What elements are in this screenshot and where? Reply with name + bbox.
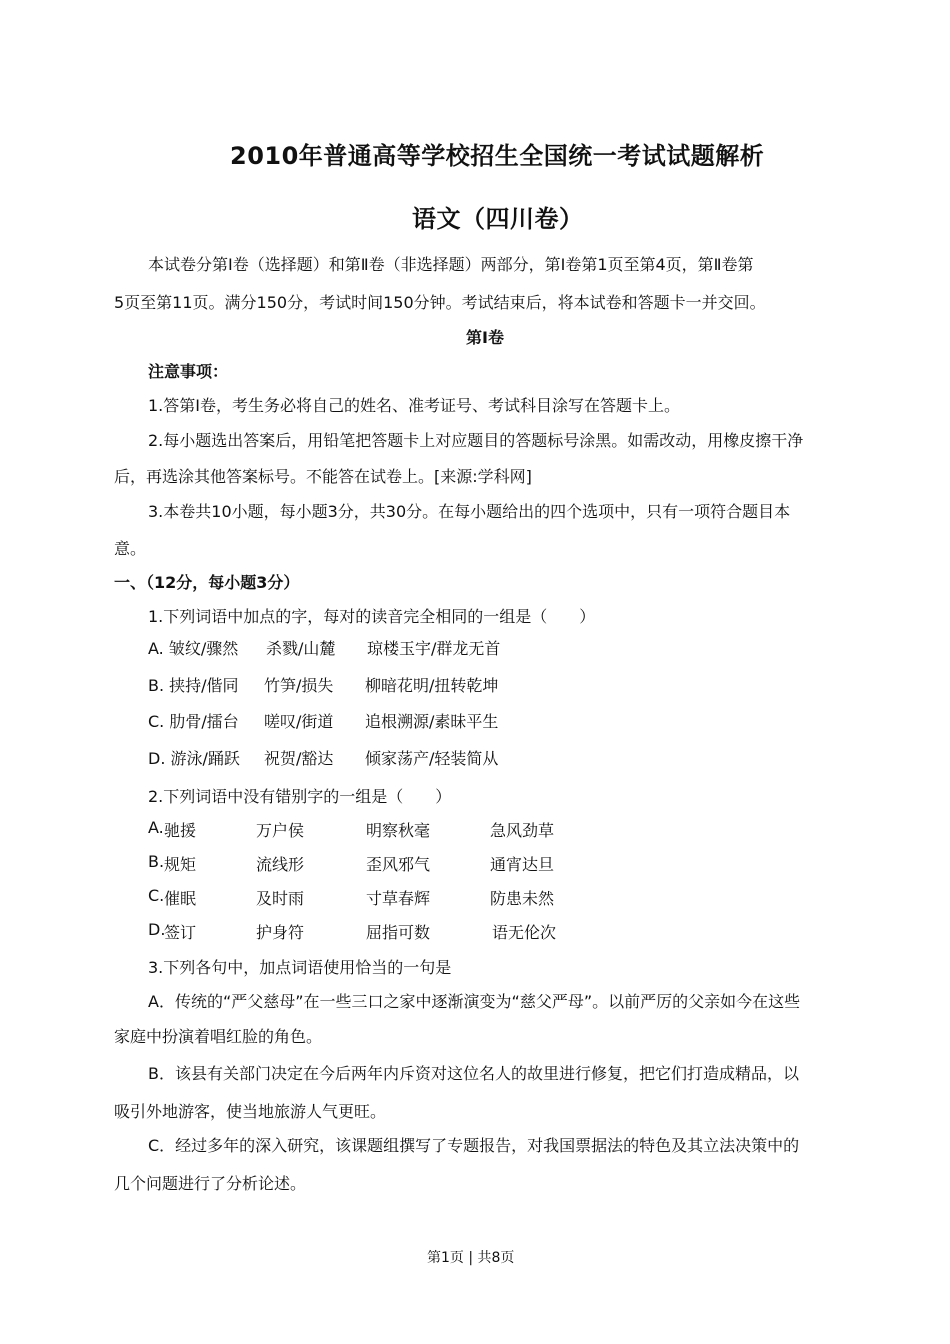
q1-option-d [148,746,240,769]
document-title: 2010年普通高等学校招生全国统一考试试题解析 [230,142,765,170]
intro-line-2: 5页至第11页。满分150分，考试时间150分钟。考试结束后，将本试卷和答题卡一并交回。 [114,293,766,312]
q3-option-a-line-1: A．传统的“严父慈母”在一些三口之家中逐渐演变为“慈父严母”。以前严厉的父亲如今在这些 [148,992,801,1011]
q1-option-c-word-3: 追根溯源/素昧平生 [365,712,499,731]
notice-2-line-2: 后，再选涂其他答案标号。不能答在试卷上。[来源:学科网] [114,467,532,486]
q1-option-b [148,673,239,696]
q1-option-c-word-2: 嗟叹/街道 [264,712,334,731]
intro-line-1: 本试卷分第Ⅰ卷（选择题）和第Ⅱ卷（非选择题）两部分，第Ⅰ卷第1页至第4页，第Ⅱ卷第 [148,255,754,274]
page-footer: 第1页 | 共8页 [427,1250,515,1266]
option-label: A. [148,639,164,658]
option-word: 挟持/偕同 [169,676,239,695]
q2-option-a-word-4: 急风劲草 [490,821,555,840]
q3-option-b-line-1: B．该县有关部门决定在今后两年内斥资对这位名人的故里进行修复，把它们打造成精品，以 [148,1064,799,1083]
q1-option-a-word-3: 琼楼玉宇/群龙无首 [367,639,501,658]
q2-option-a-word-3: 明察秋毫 [366,821,431,840]
q2-option-b-word-2: 流线形 [256,855,305,874]
q1-option-c [148,709,239,732]
q1-option-b-word-3: 柳暗花明/扭转乾坤 [365,676,499,695]
q2-option-a-label: A. [148,818,164,837]
notice-3-line-1: 3.本卷共10小题，每小题3分，共30分。在每小题给出的四个选项中，只有一项符合题目本 [148,502,791,521]
part-one-heading: 一、（12分，每小题3分） [114,573,300,592]
notice-heading: 注意事项： [148,362,229,381]
option-word: 游泳/踊跃 [170,749,240,768]
q3-option-b-line-2: 吸引外地游客，使当地旅游人气更旺。 [114,1102,387,1121]
q3-stem: 3.下列各句中，加点词语使用恰当的一句是 [148,958,452,977]
q2-option-d-word-2: 护身符 [256,923,305,942]
q2-option-b-word-3: 歪风邪气 [366,855,431,874]
q2-option-a-word-1: 驰援 [164,821,197,840]
q1-option-a-word-2: 杀戮/山麓 [266,639,336,658]
q2-option-c-word-3: 寸草春辉 [366,889,431,908]
notice-2-line-1: 2.每小题选出答案后，用铅笔把答题卡上对应题目的答题标号涂黑。如需改动，用橡皮擦干净 [148,431,804,450]
section-title: 第Ⅰ卷 [466,328,504,347]
q1-stem: 1.下列词语中加点的字，每对的读音完全相同的一组是（ ） [148,607,596,626]
q1-option-a [148,636,238,659]
q2-option-c-label: C. [148,886,165,905]
q1-option-b-word-2: 竹笋/损失 [264,676,334,695]
q2-option-d-word-4: 语无伦次 [492,923,557,942]
q3-option-c-line-2: 几个问题进行了分析论述。 [114,1174,307,1193]
q2-option-a-word-2: 万户侯 [256,821,305,840]
q2-option-b-label: B. [148,852,165,871]
q2-option-b-word-1: 规矩 [164,855,197,874]
q2-option-d-word-3: 屈指可数 [366,923,431,942]
q2-option-b-word-4: 通宵达旦 [490,855,555,874]
option-label: B. [148,676,165,695]
option-label: D. [148,749,166,768]
q2-option-c-word-2: 及时雨 [256,889,305,908]
q2-option-d-word-1: 签订 [164,923,197,942]
option-label: C. [148,712,165,731]
notice-3-line-2: 意。 [114,539,147,558]
option-word: 肋骨/擂台 [169,712,239,731]
q1-option-d-word-2: 祝贺/豁达 [264,749,334,768]
q3-option-a-line-2: 家庭中扮演着唱红脸的角色。 [114,1027,323,1046]
document-subtitle: 语文（四川卷） [412,205,584,233]
q2-option-c-word-1: 催眠 [164,889,197,908]
q2-option-d-label: D. [148,920,166,939]
notice-1: 1.答第Ⅰ卷，考生务必将自己的姓名、准考证号、考试科目涂写在答题卡上。 [148,396,680,415]
option-word: 皱纹/骤然 [168,639,239,658]
q1-option-d-word-3: 倾家荡产/轻装简从 [365,749,499,768]
q2-stem: 2.下列词语中没有错别字的一组是（ ） [148,787,452,806]
q3-option-c-line-1: C．经过多年的深入研究，该课题组撰写了专题报告，对我国票据法的特色及其立法决策中的 [148,1136,800,1155]
q2-option-c-word-4: 防患未然 [490,889,555,908]
